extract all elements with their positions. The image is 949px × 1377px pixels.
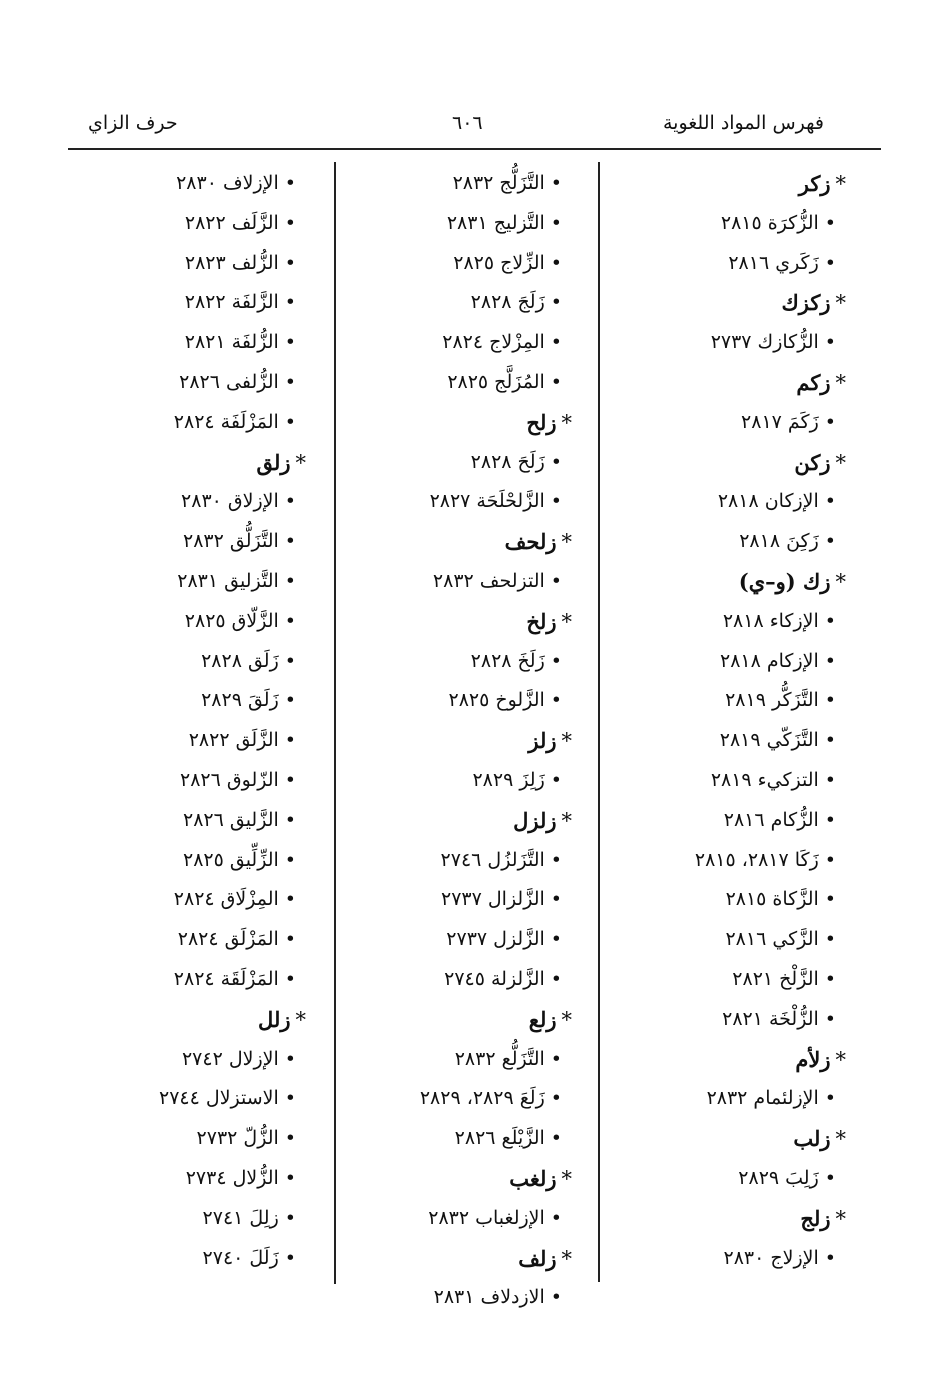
bullet-icon: • [284,729,296,752]
bullet-icon: • [550,1127,562,1150]
index-entry-text: الإزلئمام ٢٨٣٢ [706,1087,819,1110]
bullet-icon: • [550,251,562,274]
bullet-icon: • [824,410,836,433]
index-entry-text: الزِّلاج ٢٨٢٥ [453,251,545,274]
header-letter-title: حرف الزاي [88,112,178,134]
bullet-icon: • [550,649,562,672]
bullet-icon: • [284,848,296,871]
index-entry-text: التَّزَلُّع ٢٨٣٢ [454,1047,545,1070]
index-entry [66,920,306,960]
index-entry-text: المِزْلَاق ٢٨٢٤ [173,888,279,911]
root-heading-text: زكر [798,171,831,196]
index-entry-text: الإزلاج ٢٨٣٠ [723,1246,819,1269]
index-entry-text: زَلَخَ ٢٨٢٨ [470,649,545,672]
index-entry-text: التَّزليق ٢٨٣١ [177,569,279,592]
index-entry [66,1119,306,1159]
index-entry [66,1239,306,1279]
root-heading-text: زلح [526,409,557,435]
index-entry-text: زَكِنَ ٢٨١٨ [739,530,819,553]
index-entry-text: التَّزليج ٢٨٣١ [446,211,545,234]
bullet-icon: • [550,888,562,911]
index-entry-text: الزَّلَق ٢٨٢٢ [188,729,279,752]
bullet-icon: • [284,172,296,194]
asterisk-icon: * [561,609,572,634]
root-heading-text: زك (و–ي) [738,568,831,594]
index-entry [322,482,572,522]
bullet-icon: • [284,768,296,791]
index-entry-text: التَّزَلزُل ٢٧٤٦ [440,848,545,871]
index-entry [66,602,306,642]
asterisk-icon: * [835,450,846,475]
index-entry-text: التَّزَكّي ٢٨١٩ [719,729,819,752]
bullet-icon: • [284,967,296,990]
bullet-icon: • [284,370,296,393]
index-entry [322,323,572,363]
root-heading [322,522,572,562]
bullet-icon: • [550,490,562,513]
bullet-icon: • [284,649,296,672]
bullet-icon: • [824,967,836,990]
asterisk-icon: * [835,1047,846,1072]
index-entry-text: الزَّلوخ ٢٨٢٥ [448,689,545,712]
root-heading-text: زلحف [504,529,557,555]
asterisk-icon: * [561,530,572,555]
asterisk-icon: * [561,410,572,435]
index-entry-text: زَكَري ٢٨١٦ [728,251,819,274]
bullet-icon: • [284,1166,296,1189]
index-entry-text: زَلَقَ ٢٨٢٩ [201,689,279,712]
index-entry [322,1199,572,1239]
asterisk-icon: * [561,1007,572,1032]
index-entry-text: الإزكام ٢٨١٨ [720,649,819,672]
bullet-icon: • [824,1007,836,1030]
bullet-icon: • [550,1087,562,1110]
index-entry [322,204,572,244]
index-entry [322,761,572,801]
bullet-icon: • [284,331,296,354]
index-entry [66,721,306,761]
index-entry-text: زَلَحَ ٢٨٢٨ [470,450,545,473]
index-entry-text: الزَّلزال ٢٧٣٧ [441,888,545,911]
page-header [0,112,949,142]
index-entry-text: الزَّلّاق ٢٨٢٥ [184,609,279,632]
bullet-icon: • [550,291,562,314]
index-entry [66,1199,306,1239]
index-entry [66,482,306,522]
index-entry-text: الإزكاء ٢٨١٨ [722,609,819,632]
index-entry-text: الزَّلحْلَحَة ٢٨٢٧ [429,490,545,513]
bullet-icon: • [284,928,296,951]
index-entry-text: التَّزَلُّق ٢٨٣٢ [182,530,279,553]
bullet-icon: • [824,251,836,274]
index-entry-text: المُزَلَّج ٢٨٢٥ [447,370,545,393]
index-entry [322,562,572,602]
bullet-icon: • [284,291,296,314]
index-entry [66,642,306,682]
bullet-icon: • [284,1087,296,1110]
index-entry-text: الزُّلف ٢٨٢٣ [184,251,279,274]
root-heading-text: زلل [258,1006,291,1032]
bullet-icon: • [550,370,562,393]
index-entry-text: التزلحف ٢٨٣٢ [432,569,545,592]
index-entry [66,1079,306,1119]
index-entry [66,681,306,721]
index-entry-text: زَلَجَ ٢٨٢٨ [470,291,545,314]
bullet-icon: • [284,490,296,513]
index-entry-text: الزَّليق ٢٨٢٦ [182,808,279,831]
index-entry-text: التَّزَكُّر ٢٨١٩ [725,689,819,712]
root-heading-text: زكن [794,449,831,475]
bullet-icon: • [284,888,296,911]
index-column-left [66,164,306,1278]
bullet-icon: • [824,609,836,632]
bullet-icon: • [550,331,562,354]
root-heading-text: زكم [796,369,831,395]
root-heading [322,1000,572,1040]
index-entry-text: الإزلاف ٢٨٣٠ [176,172,279,194]
index-entry-text: الزُّلْخَة ٢٨٢١ [722,1007,819,1030]
bullet-icon: • [824,490,836,513]
index-entry-text: الزّلوق ٢٨٢٦ [180,768,279,791]
index-entry-text: الإزلغباب ٢٨٣٢ [428,1206,545,1229]
bullet-icon: • [550,450,562,473]
index-entry [66,244,306,284]
root-heading [322,801,572,841]
index-entry [322,283,572,323]
bullet-icon: • [824,848,836,871]
index-entry [66,363,306,403]
bullet-icon: • [284,211,296,234]
bullet-icon: • [284,689,296,712]
bullet-icon: • [824,808,836,831]
asterisk-icon: * [835,569,846,594]
index-entry [322,244,572,284]
index-entry-text: المِزْلاج ٢٨٢٤ [442,331,545,354]
index-entry-text: زَلَعَ ٢٨٢٩، ٢٨٢٩ [419,1087,545,1110]
bullet-icon: • [824,649,836,672]
index-entry [66,880,306,920]
index-entry-text: الزَّلْخ ٢٨٢١ [732,967,819,990]
index-entry [322,1079,572,1119]
asterisk-icon: * [835,1206,846,1231]
index-entry-text: التَّزَلُّج ٢٨٣٢ [452,172,545,194]
index-entry-text: الزُّلفى ٢٨٢٦ [179,370,279,393]
index-entry-text: الزَّكاة ٢٨١٥ [725,888,819,911]
root-heading-text: زلز [528,728,557,754]
index-entry [66,841,306,881]
index-entry [66,522,306,562]
bullet-icon: • [550,1047,562,1070]
asterisk-icon: * [835,1127,846,1152]
index-entry [322,880,572,920]
index-entry-text: الزُّلفَة ٢٨٢١ [184,331,279,354]
bullet-icon: • [550,172,562,194]
bullet-icon: • [824,888,836,911]
index-entry-text: زَكَا ٢٨١٧، ٢٨١٥ [694,848,819,871]
index-entry [66,562,306,602]
index-entry-text: الزَّلزلة ٢٧٤٥ [444,967,545,990]
bullet-icon: • [550,211,562,234]
bullet-icon: • [284,1206,296,1229]
root-heading [322,1239,572,1279]
bullet-icon: • [824,331,836,354]
index-entry-text: زَلَلَ ٢٧٤٠ [202,1246,279,1269]
index-entry-text: الإزكان ٢٨١٨ [717,490,819,513]
bullet-icon: • [284,1127,296,1150]
bullet-icon: • [824,729,836,752]
bullet-icon: • [284,251,296,274]
bullet-icon: • [550,689,562,712]
root-heading-text: زلق [256,449,291,475]
bullet-icon: • [284,1047,296,1070]
root-heading [322,1159,572,1199]
index-entry-text: الإزلال ٢٧٤٢ [181,1047,279,1070]
index-entry [66,960,306,1000]
root-heading [322,403,572,443]
root-heading [66,443,306,483]
bullet-icon: • [824,768,836,791]
root-heading [322,721,572,761]
index-entry [322,960,572,1000]
bullet-icon: • [550,928,562,951]
index-entry-text: زَلِبَ ٢٨٢٩ [738,1166,819,1189]
index-entry [66,761,306,801]
bullet-icon: • [284,609,296,632]
root-heading-text: زلزل [513,807,557,833]
index-entry-text: الزَّلفَة ٢٨٢٢ [184,291,279,314]
root-heading-text: زلغب [509,1165,557,1191]
bullet-icon: • [550,967,562,990]
bullet-icon: • [284,569,296,592]
index-entry [66,1159,306,1199]
index-entry-text: الإزلاق ٢٨٣٠ [181,490,279,513]
bullet-icon: • [550,768,562,791]
index-entry-text: الزُّكام ٢٨١٦ [723,808,819,831]
index-entry [322,363,572,403]
asterisk-icon: * [835,291,846,316]
index-entry [66,403,306,443]
page-number: ٦٠٦ [452,112,483,134]
index-entry-text: المَزْلَق ٢٨٢٤ [177,928,279,951]
root-heading-text: زكزك [781,290,831,316]
index-entry [322,443,572,483]
bullet-icon: • [824,530,836,553]
index-entry-text: الزُّكرَة ٢٨١٥ [720,211,819,234]
bullet-icon: • [284,410,296,433]
index-entry [322,920,572,960]
index-entry-text: الزُّلال ٢٧٣٤ [185,1166,279,1189]
bullet-icon: • [824,211,836,234]
header-section-title: فهرس المواد اللغوية [662,112,824,134]
bullet-icon: • [824,928,836,951]
asterisk-icon: * [835,172,846,196]
bullet-icon: • [284,1246,296,1269]
index-entry-text: الزُّلّ ٢٧٣٢ [196,1127,279,1150]
asterisk-icon: * [295,450,306,475]
root-heading-text: زلع [528,1006,557,1032]
header-rule [68,148,881,150]
index-entry [322,1119,572,1159]
asterisk-icon: * [561,808,572,833]
index-column-middle [322,164,572,1318]
index-entry-text: الزَّلزل ٢٧٣٧ [446,928,545,951]
bullet-icon: • [550,569,562,592]
index-entry [66,323,306,363]
bullet-icon: • [284,530,296,553]
index-entry [66,1040,306,1080]
index-entry-text: زلِلَ ٢٧٤١ [202,1206,279,1229]
asterisk-icon: * [561,729,572,754]
index-entry-text: المَزْلَفَة ٢٨٢٤ [173,410,279,433]
index-entry-text: التزكيء ٢٨١٩ [710,768,819,791]
asterisk-icon: * [561,1246,572,1271]
root-heading-text: زلخ [526,608,557,634]
bullet-icon: • [824,1246,836,1269]
index-entry-text: الزِّلِّيق ٢٨٢٥ [182,848,279,871]
root-heading-text: زلأم [795,1046,831,1072]
index-entry-text: زَلِزَ ٢٨٢٩ [472,768,545,791]
index-entry [322,1278,572,1318]
index-entry [322,841,572,881]
index-entry [66,283,306,323]
bullet-icon: • [550,848,562,871]
asterisk-icon: * [835,370,846,395]
bullet-icon: • [550,1286,562,1309]
bullet-icon: • [824,689,836,712]
root-heading-text: زلب [793,1126,831,1152]
index-entry-text: زَكَمَ ٢٨١٧ [741,410,819,433]
root-heading [322,602,572,642]
index-entry-text: الزُّكازك ٢٧٣٧ [710,331,819,354]
index-entry [322,681,572,721]
root-heading-text: زلج [800,1205,831,1231]
index-entry-text: الزَّيْلَع ٢٨٢٦ [454,1127,545,1150]
bullet-icon: • [550,1206,562,1229]
index-entry-text: الازدلاف ٢٨٣١ [433,1286,545,1309]
index-entry [66,164,306,204]
index-entry-text: الزَّلَف ٢٨٢٢ [184,211,279,234]
asterisk-icon: * [295,1007,306,1032]
index-entry-text: الزَّكي ٢٨١٦ [725,928,819,951]
index-entry-text: المَزْلَقَة ٢٨٢٤ [173,967,279,990]
bullet-icon: • [824,1166,836,1189]
index-entry [322,1040,572,1080]
root-heading [66,1000,306,1040]
root-heading-text: زلف [518,1245,557,1271]
index-entry [66,204,306,244]
index-entry [66,801,306,841]
index-entry-text: الاستزلال ٢٧٤٤ [159,1087,279,1110]
bullet-icon: • [824,1087,836,1110]
index-entry [322,642,572,682]
index-entry [322,164,572,204]
index-entry-text: زَلَق ٢٨٢٨ [201,649,279,672]
asterisk-icon: * [561,1166,572,1191]
bullet-icon: • [284,808,296,831]
